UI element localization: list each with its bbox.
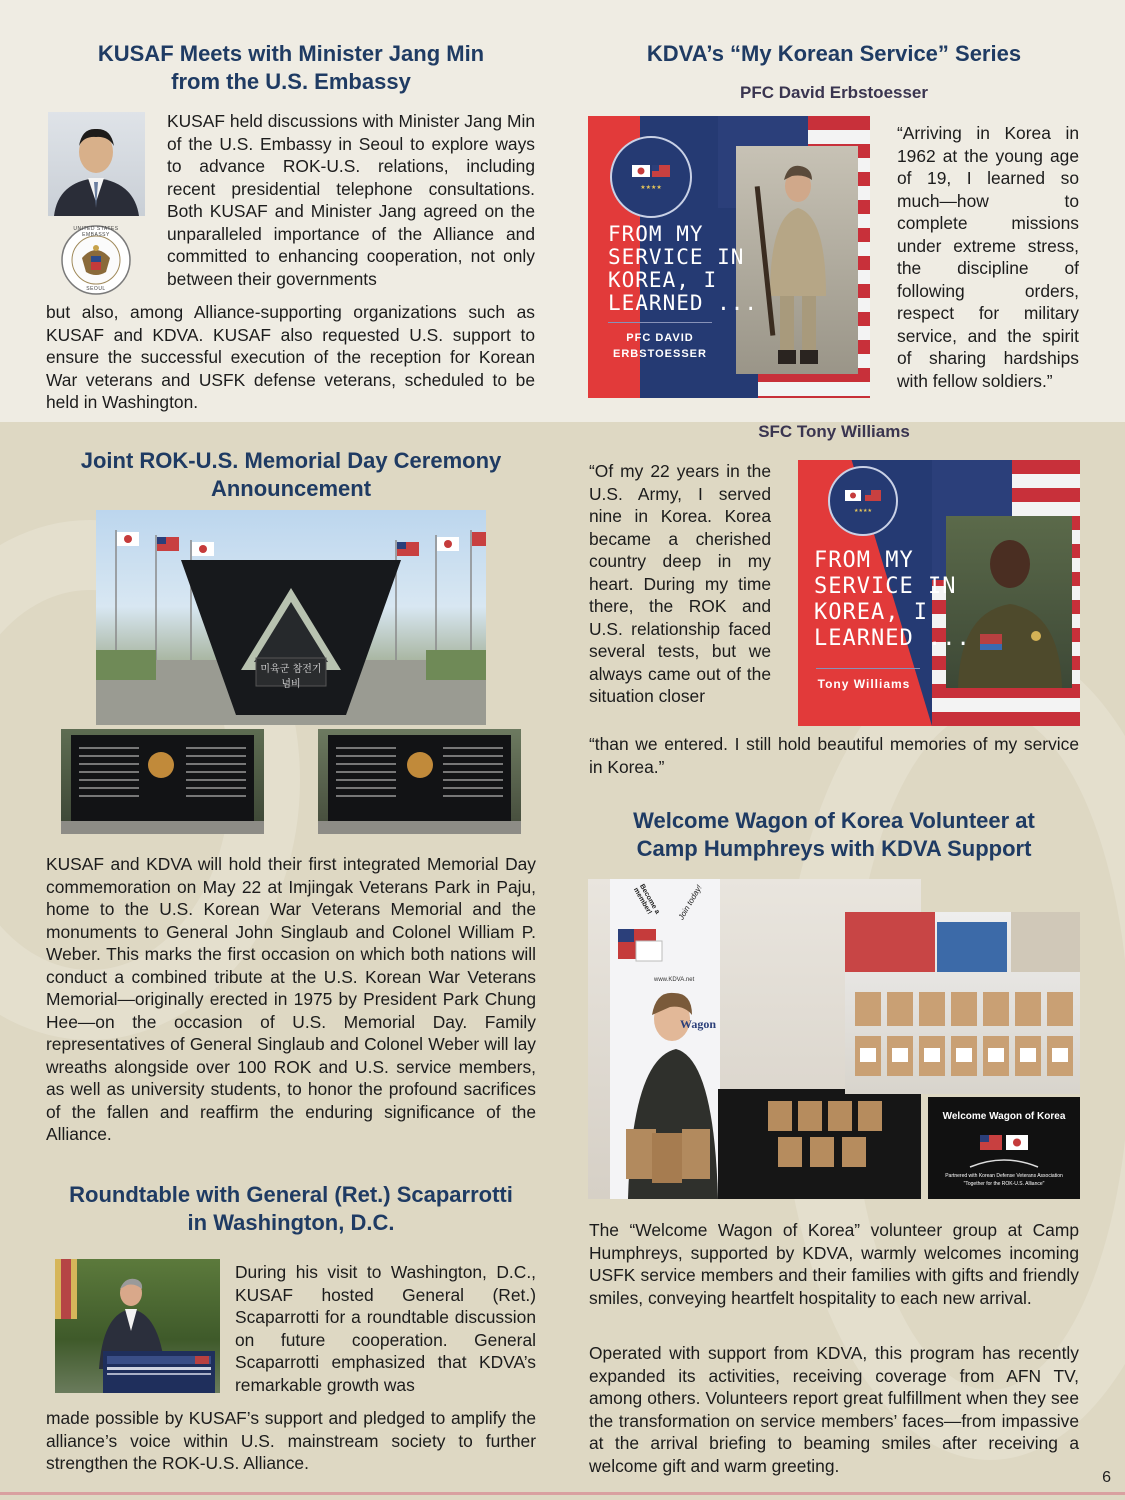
series-title: KDVA’s “My Korean Service” Series [646,41,1022,66]
poster2-title-line3: KOREA, I [814,600,928,625]
memorial-title-line1: Joint ROK-U.S. Memorial Day Ceremony [80,448,502,473]
embassy-seal-logo [60,224,132,296]
person1-quote: “Arriving in Korea in 1962 at the young age of 19, I learned so much—how to complete missions under extreme stress, the discipline of following orders, respect for military service, and the spirit of sharing hardships with fellow soldiers.” [897,123,1079,391]
banner-text-member: Become a member! [631,883,661,916]
welcome-wagon-logo [928,1097,1080,1199]
logo-title: Welcome Wagon of Korea [942,1111,1066,1122]
memorial-title [46,447,536,503]
person2-quote-full: “than we entered. I still hold beautiful memories of my service in Korea.” [589,734,1079,777]
seal-text-bottom: SEOUL [86,286,106,292]
person2-quote-side: “Of my 22 years in the U.S. Army, I served nine in Korea. Korea became a cherished country deep in my heart. During my time there, the ROK and U.S. relationship faced several tests, but we always came out of the situation closer [589,461,771,706]
memorial-body: KUSAF and KDVA will hold their first integrated Memorial Day commemoration on May 22 at Imjingak Veterans Park in Paju, home to the U.S. Korean War Veterans Memorial and the monuments to General John Singlaub and Colonel William P. Weber. This marks the first occasion on which both nations will conduct a combined tribute at the U.S. Korean War Veterans Memorial—originally erected in 1975 by President Park Chung Hee—on the occasion of U.S. Memorial Day. Family representatives of General Singlaub and Colonel Weber will lay wreaths alongside over 100 ROK and U.S. service members, as well as university students, to honor the profound sacrifices of the fallen and reaffirm the enduring significance of the Alliance. [46,854,536,1144]
minister-title-line2: from the U.S. Embassy [171,69,411,94]
minister-paragraph-full: but also, among Alliance-supporting organizations such as KUSAF and KDVA. KUSAF also requested U.S. support to ensure the successful execution of the reception for Korean War veterans and USFK defense veterans, scheduled to be held in Washington. [46,302,535,412]
poster1-title-line2: SERVICE IN [608,245,745,269]
memorial-monument-photo [96,510,486,725]
poster1-kdva-seal [610,136,692,218]
poster2-kdva-seal [828,466,898,536]
poster-williams [798,460,1080,726]
poster2-title-line2: SERVICE IN [814,574,957,599]
memorial-title-line2: Announcement [210,476,372,501]
gift-bags-photo [845,912,1080,1094]
logo-sub1: Partnered with Korean Defense Veterans Association [945,1173,1063,1179]
seal-text-top: UNITED STATES EMBASSY [73,226,119,238]
person2-heading: SFC Tony Williams [758,422,910,441]
roundtable-title [46,1181,536,1237]
banner-text-join: Join today! [676,883,704,922]
bottom-rule [0,1492,1125,1495]
poster2-title-line1: FROM MY [814,548,914,573]
poster2-title-line4: LEARNED ... [814,626,971,651]
minister-title-line1: KUSAF Meets with Minister Jang Min [97,41,485,66]
banner-url: www.KDVA.net [654,977,695,983]
minister-paragraph-side: KUSAF held discussions with Minister Jang Min of the U.S. Embassy in Seoul to explore ways to advance ROK-U.S. relations, including recent presidential telephone consultations. Both KUSAF and Minister Jang agreed on the unparalleled importance of the Alliance and committed to enhancing cooperation, not only between their governments [167,111,535,289]
welcome-paragraph-2: Operated with support from KDVA, this program has recently expanded its activities, receiving coverage from AFN TV, among others. Volunteers report great fulfillment when they see the transformation on service members’ faces—from impassive at the arrival briefing to beaming smiles after receiving a welcome gift and warm greeting. [589,1343,1079,1476]
person1-heading: PFC David Erbstoesser [739,83,928,102]
poster2-name: Tony Williams [817,677,911,691]
minister-title [46,40,536,96]
poster1-soldier-photo [736,146,858,374]
logo-sub2: "Together for the ROK-U.S. Alliance" [963,1181,1045,1187]
page-number: 6 [1102,1469,1111,1486]
svg-text:★★★★: ★★★★ [640,185,662,191]
poster1-name-line1: PFC DAVID [626,332,694,344]
poster1-title-line4: LEARNED ... [608,291,759,315]
welcome-paragraph-1: The “Welcome Wagon of Korea” volunteer group at Camp Humphreys, supported by KDVA, warmly welcomes incoming USFK service members and their families with gifts and friendly smiles, conveying heartfelt hospitality to each new arrival. [589,1220,1079,1308]
roundtable-title-line1: Roundtable with General (Ret.) Scaparrotti [69,1182,513,1207]
monument-plaque-text: 미육군 참전기념비 [260,664,322,690]
svg-text:★★★★: ★★★★ [854,508,872,514]
poster1-title-line3: KOREA, I [608,268,718,292]
roundtable-paragraph-full: made possible by KUSAF’s support and pledged to amplify the alliance’s voice within U.S. mainstream society to further strengthen the ROK-U.S. Alliance. [46,1408,536,1473]
memorial-plaque-photo-left [61,729,264,834]
roundtable-title-line2: in Washington, D.C. [187,1210,395,1235]
poster-erbstoesser [588,116,870,398]
poster1-name-line2: ERBSTOESSER [613,348,707,360]
poster2-soldier-photo [946,516,1072,688]
welcome-title-line2: Camp Humphreys with KDVA Support [636,836,1032,861]
welcome-title [589,807,1079,863]
memorial-plaque-photo-right [318,729,521,834]
scaparrotti-podium-photo [55,1259,220,1393]
banner-wagon-word: Wagon [680,1017,717,1031]
roundtable-paragraph-side: During his visit to Washington, D.C., KUSAF hosted General (Ret.) Scaparrotti for a roundtable discussion on future cooperation. General Scaparrotti emphasized that KDVA’s remarkable growth was [235,1262,536,1395]
minister-portrait-photo [48,112,145,216]
poster1-title-line1: FROM MY [608,222,704,246]
welcome-title-line1: Welcome Wagon of Korea Volunteer at [633,808,1035,833]
